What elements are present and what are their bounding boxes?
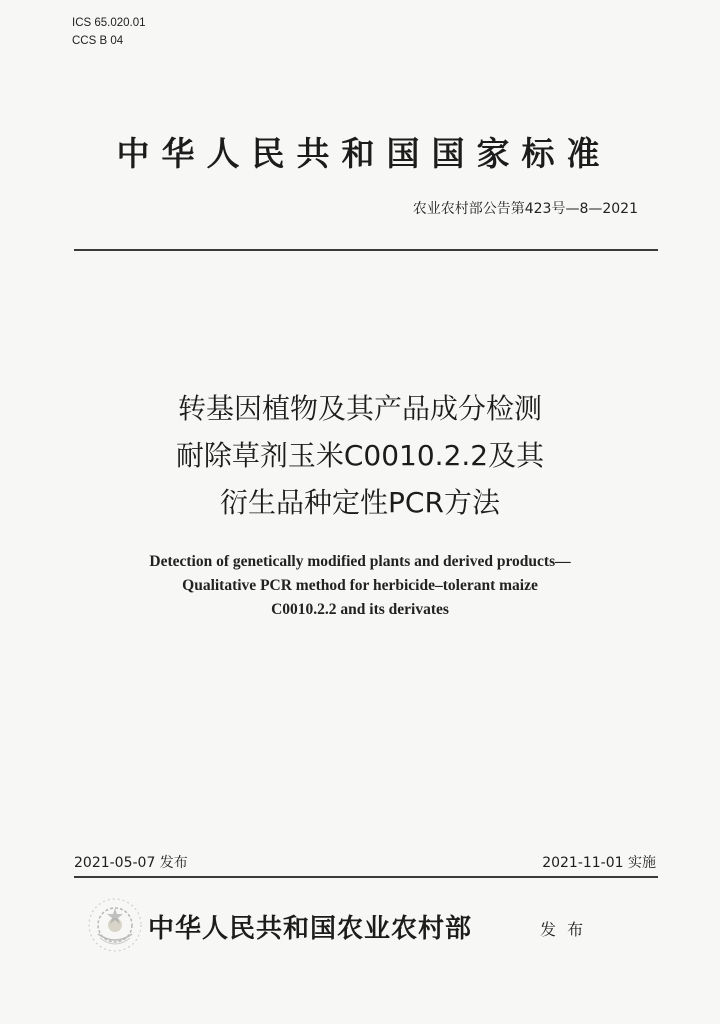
top-divider bbox=[74, 249, 658, 251]
english-title-line-3: C0010.2.2 and its derivates bbox=[271, 601, 449, 618]
chinese-title bbox=[0, 385, 720, 526]
standard-number: 农业农村部公告第423号—8—2021 bbox=[412, 201, 638, 217]
ics-code: ICS 65.020.01 bbox=[72, 17, 146, 29]
chinese-title-line-3: 衍生品种定性PCR方法 bbox=[220, 486, 500, 519]
chinese-title-line-2: 耐除草剂玉米C0010.2.2及其 bbox=[175, 439, 545, 472]
standard-type-heading: 中华人民共和国国家标准 bbox=[116, 134, 612, 173]
issuing-ministry: 中华人民共和国农业农村部 bbox=[148, 914, 473, 944]
english-title-line-2: Qualitative PCR method for herbicide–tolerant maize bbox=[182, 577, 538, 594]
bottom-divider bbox=[74, 876, 658, 878]
publish-label: 发 布 bbox=[540, 920, 587, 939]
ccs-code: CCS B 04 bbox=[72, 35, 124, 47]
classification-codes bbox=[72, 14, 146, 50]
ministry-seal-icon bbox=[86, 896, 144, 954]
english-title-line-1: Detection of genetically modified plants and derived products— bbox=[149, 553, 571, 570]
english-title bbox=[0, 550, 720, 622]
issue-date: 2021-05-07 发布 bbox=[74, 855, 188, 871]
chinese-title-line-1: 转基因植物及其产品成分检测 bbox=[177, 392, 542, 425]
implementation-date: 2021-11-01 实施 bbox=[542, 855, 656, 871]
